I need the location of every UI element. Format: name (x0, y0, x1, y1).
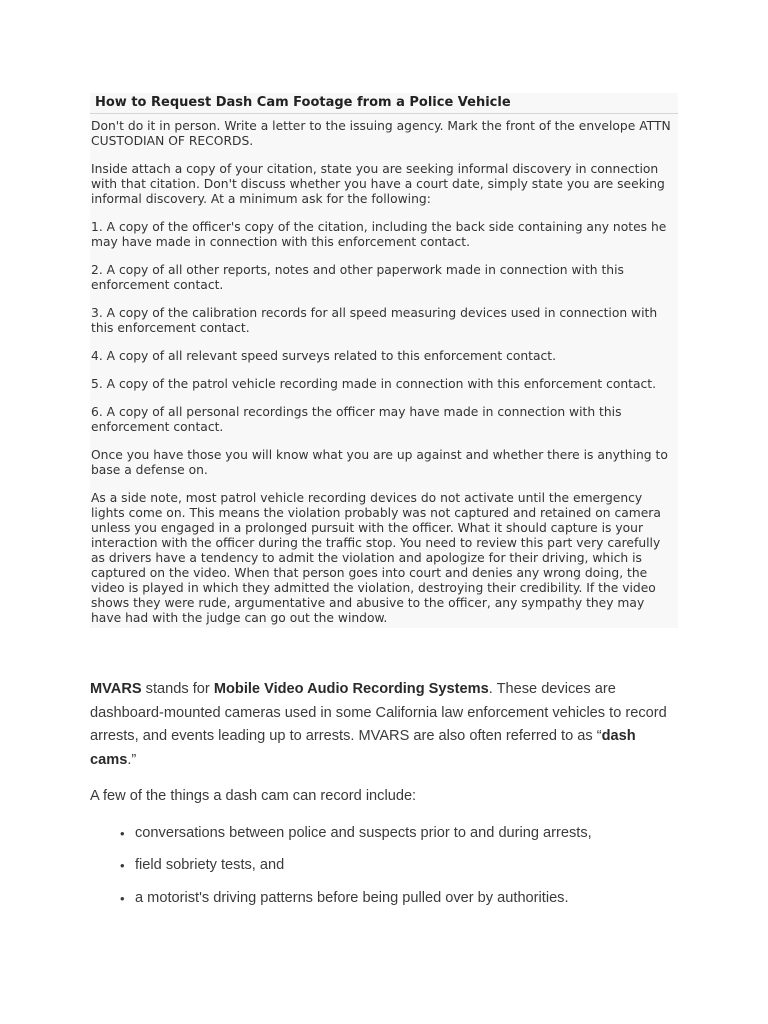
box-list-item: 2. A copy of all other reports, notes and other paperwork made in connection with this enforcement contact. (91, 263, 624, 292)
list-item: • field sobriety tests, and (135, 854, 680, 877)
box-list-item: 5. A copy of the patrol vehicle recording made in connection with this enforcement contact. (91, 377, 657, 391)
dash-cams-term: dash cams (90, 728, 636, 768)
box-title: How to Request Dash Cam Footage from a Police Vehicle (90, 93, 678, 114)
definition-text: stands for (141, 681, 214, 697)
list-item: • a motorist's driving patterns before being pulled over by authorities. (135, 887, 680, 910)
box-list-item: 6. A copy of all personal recordings the officer may have made in connection with this enforcement contact. (91, 405, 622, 434)
mvars-expansion: Mobile Video Audio Recording Systems (213, 681, 489, 697)
box-list-item: 1. A copy of the officer's copy of the citation, including the back side containing any notes he may have made in connection with this enforcement contact. (91, 220, 667, 249)
dash-cam-request-box (90, 93, 678, 628)
definition-text: . These devices are dashboard-mounted cameras used in some California law enforcement vehicles to record arrests, and events leading up to arrests. MVARS are also often referred to as “ (90, 681, 667, 744)
mvars-term: MVARS (90, 681, 142, 697)
article-body (90, 678, 680, 919)
box-list-item: 4. A copy of all relevant speed surveys related to this enforcement contact. (91, 349, 557, 363)
box-body (90, 114, 678, 626)
list-intro: A few of the things a dash cam can record include: (90, 788, 417, 804)
box-list-item: 3. A copy of the calibration records for all speed measuring devices used in connection with this enforcement contact. (91, 306, 658, 335)
list-item: • conversations between police and suspects prior to and during arrests, (135, 822, 680, 845)
dash-cam-record-list (90, 822, 680, 910)
mvars-definition-paragraph (90, 678, 680, 772)
box-paragraph: Inside attach a copy of your citation, state you are seeking informal discovery in connection with that citation. Don't discuss whether you have a court date, simply state you are seeking informal discovery. At a minimum ask for the following: (91, 162, 665, 206)
definition-text: .” (127, 751, 137, 768)
box-paragraph: As a side note, most patrol vehicle recording devices do not activate until the emergency lights come on. This means the violation probably was not captured and retained on camera unless you engaged in a prolonged pursuit with the officer. What it should capture is your interaction with the officer during the traffic stop. You need to review this part very carefully as drivers have a tendency to admit the violation and apologize for their driving, which is captured on the video. When that person goes into court and denies any wrong doing, the video is played in which they admitted the violation, destroying their credibility. If the video shows they were rude, argumentative and abusive to the officer, any sympathy they may have had with the judge can go out the window. (91, 491, 661, 625)
box-paragraph: Once you have those you will know what you are up against and whether there is anything to base a defense on. (91, 448, 668, 477)
box-paragraph: Don't do it in person. Write a letter to the issuing agency. Mark the front of the envelope ATTN CUSTODIAN OF RECORDS. (91, 119, 671, 148)
